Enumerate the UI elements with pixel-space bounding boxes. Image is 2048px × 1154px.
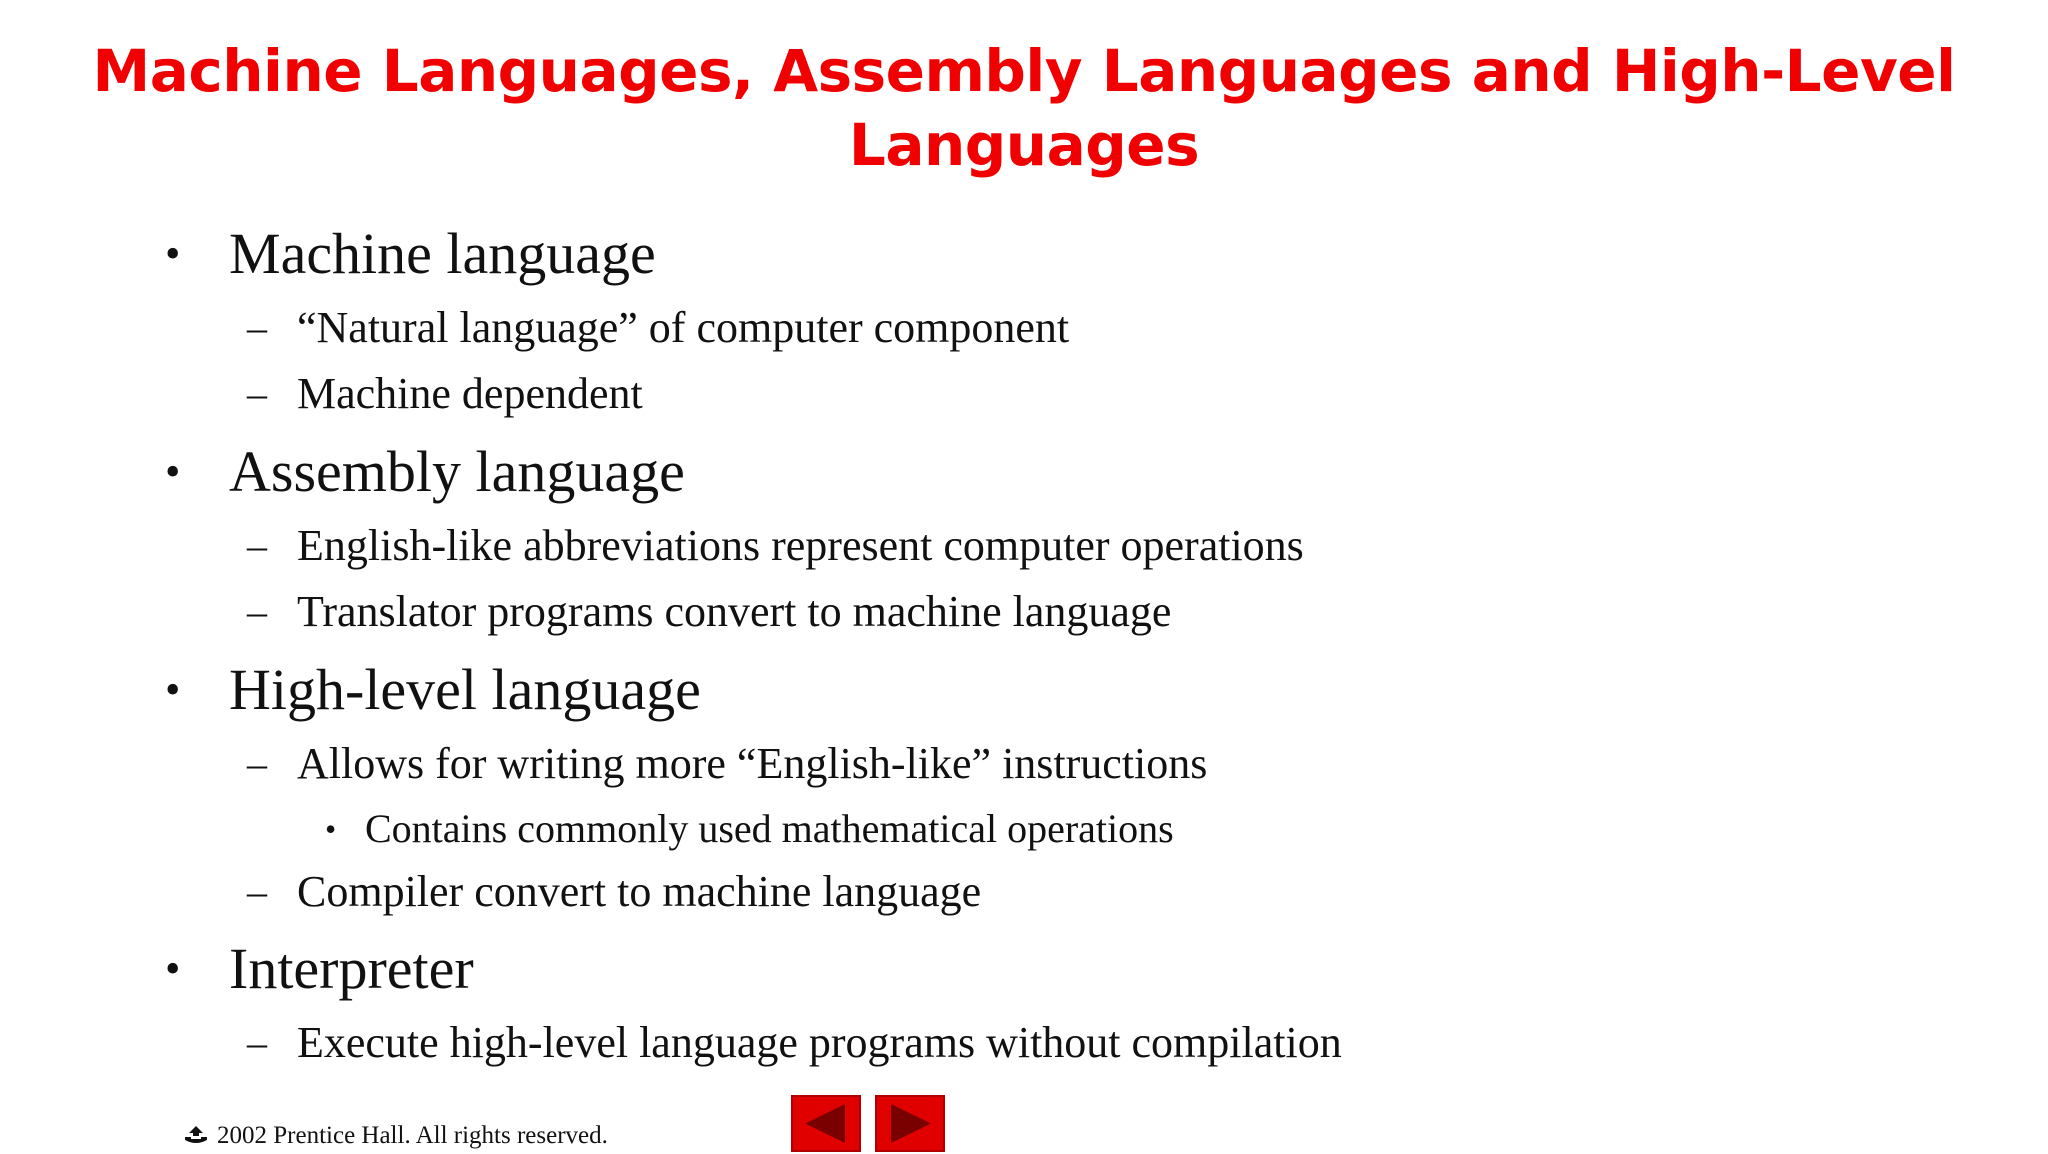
subitem-text: Allows for writing more “English-like” instructions — [297, 739, 1208, 788]
footer-copyright — [183, 1121, 608, 1151]
bullet-marker: • — [165, 229, 181, 278]
copyright-text: 2002 Prentice Hall. All rights reserved. — [217, 1122, 608, 1149]
dash-marker: – — [247, 523, 267, 568]
prentice-hall-logo-icon — [183, 1124, 209, 1146]
subitem-text: Execute high-level language programs without compilation — [297, 1018, 1342, 1067]
bullet-list — [165, 0, 1965, 1100]
subitem-text: Machine dependent — [297, 369, 643, 418]
subitem-text: Translator programs convert to machine language — [297, 587, 1172, 636]
triangle-right-icon — [877, 1097, 943, 1150]
bullet-text: Machine language — [229, 221, 656, 286]
bullet-marker: • — [165, 944, 181, 993]
bullet-marker: • — [165, 665, 181, 714]
dash-marker: – — [247, 1020, 267, 1065]
subsubitem-text: Contains commonly used mathematical operations — [365, 806, 1174, 851]
bullet-text: Assembly language — [229, 439, 685, 504]
slide-title-line-1: Machine Languages, Assembly Languages and High-Level — [92, 37, 1956, 105]
previous-slide-button[interactable] — [791, 1095, 861, 1152]
subitem-text: “Natural language” of computer component — [297, 303, 1070, 352]
bullet-marker: • — [325, 811, 337, 847]
triangle-left-icon — [793, 1097, 859, 1150]
next-slide-button[interactable] — [875, 1095, 945, 1152]
slide-title-line-2: Languages — [848, 111, 1200, 179]
bullet-marker: • — [165, 447, 181, 496]
subitem-text: Compiler convert to machine language — [297, 867, 982, 916]
dash-marker: – — [247, 741, 267, 786]
dash-marker: – — [247, 589, 267, 634]
dash-marker: – — [247, 371, 267, 416]
bullet-text: High-level language — [229, 657, 701, 722]
dash-marker: – — [247, 305, 267, 350]
dash-marker: – — [247, 869, 267, 914]
subitem-text: English-like abbreviations represent computer operations — [297, 521, 1304, 570]
bullet-text: Interpreter — [229, 936, 474, 1001]
